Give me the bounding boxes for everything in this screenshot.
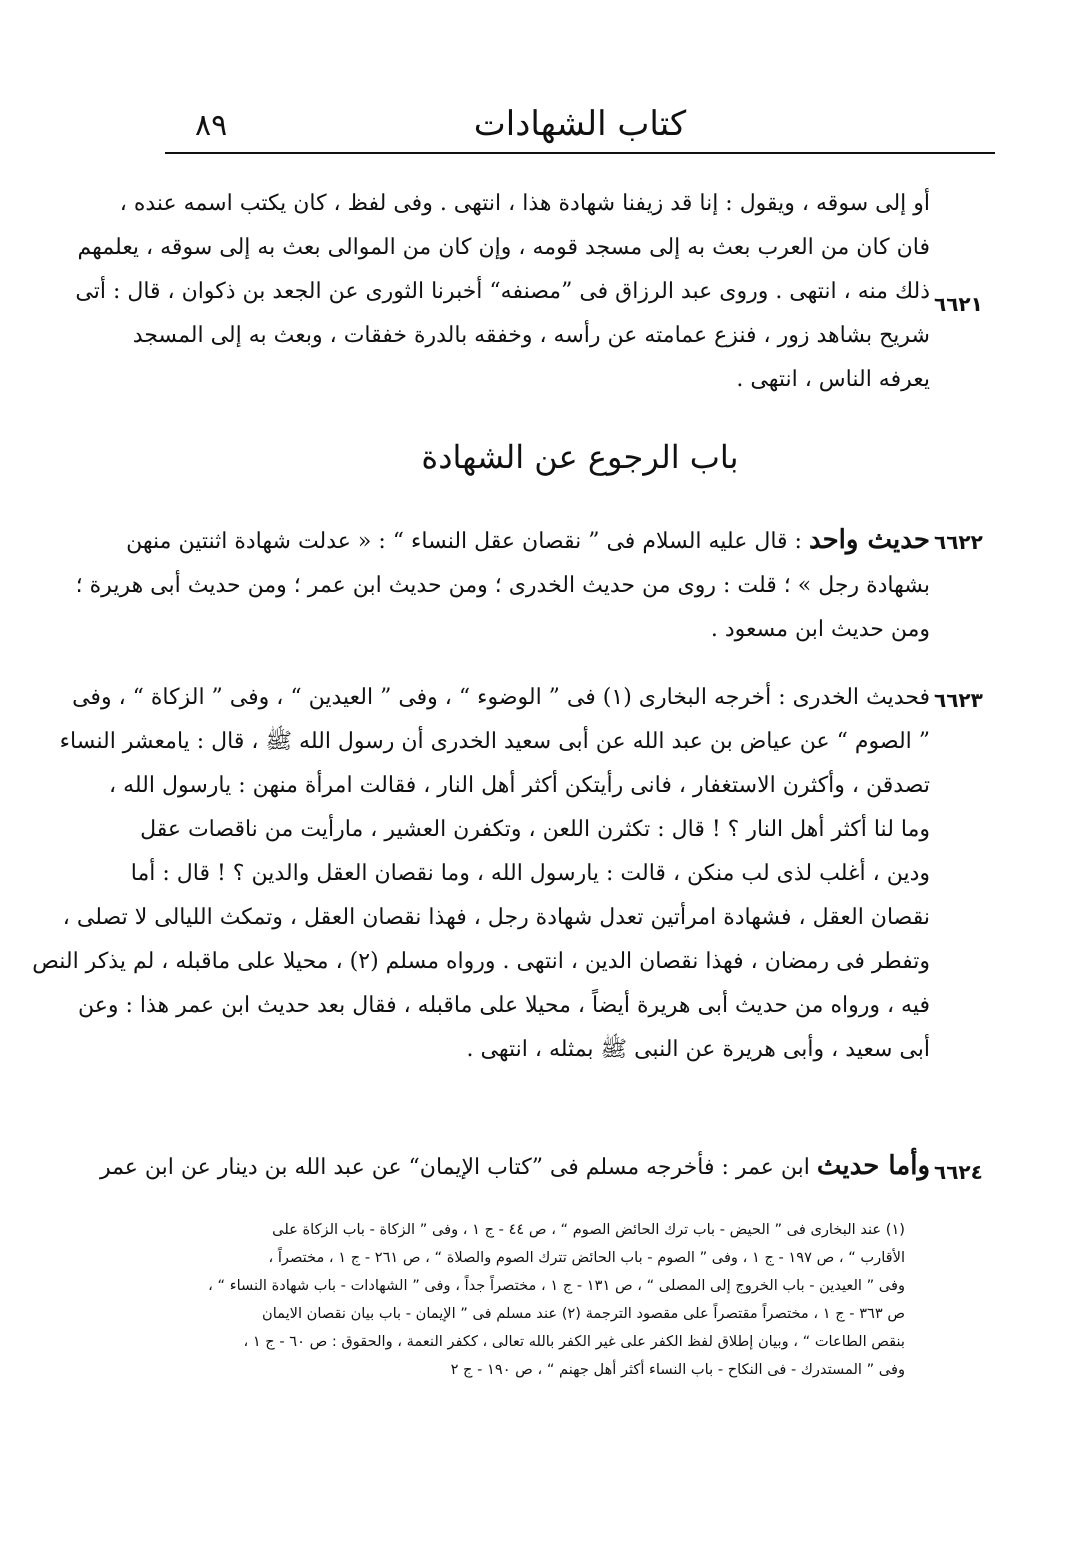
text-line: أو إلى سوقه ، ويقول : إنا قد زيفنا شهادة هذا ، انتهى . وفى لفظ ، كان يكتب اسمه عنده ، bbox=[119, 191, 930, 216]
header-rule bbox=[165, 152, 995, 154]
text-line bbox=[126, 518, 930, 564]
paragraph-2 bbox=[75, 518, 930, 652]
text-line: يعرفه الناس ، انتهى . bbox=[736, 367, 930, 392]
page-header bbox=[165, 98, 995, 154]
text-line: ذلك منه ، انتهى . وروى عبد الرزاق فى ”مصنفه“ أخبرنا الثورى عن الجعد بن ذكوان ، قال : أتى bbox=[75, 279, 930, 304]
section-title: باب الرجوع عن الشهادة bbox=[421, 438, 739, 476]
text-line: ” الصوم “ عن عياض بن عبد الله عن أبى سعيد الخدرى أن رسول الله ﷺ ، قال : يامعشر النساء bbox=[59, 729, 930, 754]
running-title: كتاب الشهادات bbox=[473, 104, 687, 144]
text-line: فان كان من العرب بعث به إلى مسجد قومه ، وإن كان من الموالى بعث به إلى سوقه ، يعلمهم bbox=[77, 235, 930, 260]
hadith-number: ٦٦٢٣ bbox=[934, 688, 983, 712]
line-text: ابن عمر : فأخرجه مسلم فى ”كتاب الإيمان“ عن عبد الله بن دينار عن ابن عمر bbox=[99, 1155, 810, 1180]
text-line: شريح بشاهد زور ، فنزع عمامته عن رأسه ، وخفقه بالدرة خفقات ، وبعث به إلى المسجد bbox=[132, 323, 930, 348]
footnote-line: الأقارب “ ، ص ١٩٧ - ج ١ ، وفى ” الصوم - باب الحائض تترك الصوم والصلاة “ ، ص ٢٦١ - ج ١ ، مختصراً ، bbox=[268, 1249, 905, 1266]
text-line: ودين ، أغلب لذى لب منكن ، قالت : يارسول الله ، وما نقصان العقل والدين ؟ ! قال : أما bbox=[130, 861, 930, 886]
text-line: وما لنا أكثر أهل النار ؟ ! قال : تكثرن اللعن ، وتكفرن العشير ، مارأيت من ناقصات عقل bbox=[140, 817, 930, 842]
paragraph-3 bbox=[32, 676, 930, 1072]
hadith-number: ٦٦٢٤ bbox=[934, 1160, 983, 1184]
footnote-line: بنقص الطاعات “ ، وبيان إطلاق لفظ الكفر على غير الكفر بالله تعالى ، ككفر النعمة ، والحقوق : ص ٦٠ - ج ١ ، bbox=[243, 1333, 905, 1350]
text-line: فيه ، ورواه من حديث أبى هريرة أيضاً ، محيلا على ماقبله ، فقال بعد حديث ابن عمر هذا : وعن bbox=[78, 993, 930, 1018]
text-line: وتفطر فى رمضان ، فهذا نقصان الدين ، انتهى . ورواه مسلم (٢) ، محيلا على ماقبله ، لم يذكر النص bbox=[32, 949, 930, 974]
text-line: فحديث الخدرى : أخرجه البخارى (١) فى ” الوضوء “ ، وفى ” العيدين “ ، وفى ” الزكاة “ ، وفى bbox=[72, 685, 930, 710]
text-line: تصدقن ، وأكثرن الاستغفار ، فانى رأيتكن أكثر أهل النار ، فقالت امرأة منهن : يارسول الله ، bbox=[108, 773, 930, 798]
lead-phrase: حديث واحد bbox=[808, 525, 930, 555]
text-line bbox=[99, 1144, 930, 1190]
footnote-line: وفى ” العيدين - باب الخروج إلى المصلى “ ، ص ١٣١ - ج ١ ، مختصراً جداً ، وفى ” الشهادات - باب شهادة النساء “ ، bbox=[208, 1277, 905, 1294]
footnotes bbox=[165, 1216, 905, 1384]
lead-phrase: وأما حديث bbox=[816, 1151, 930, 1181]
line-text: : قال عليه السلام فى ” نقصان عقل النساء “ : « عدلت شهادة اثنتين منهن bbox=[126, 529, 802, 554]
page-number: ٨٩ bbox=[195, 108, 228, 143]
text-line: أبى سعيد ، وأبى هريرة عن النبى ﷺ بمثله ، انتهى . bbox=[466, 1037, 930, 1062]
footnote-line: وفى ” المستدرك - فى النكاح - باب النساء أكثر أهل جهنم “ ، ص ١٩٠ - ج ٢ bbox=[450, 1361, 905, 1378]
text-line: ومن حديث ابن مسعود . bbox=[710, 617, 930, 642]
paragraph-4 bbox=[99, 1144, 930, 1190]
paragraph-1 bbox=[75, 182, 930, 402]
footnote-line: (١) عند البخارى فى ” الحيض - باب ترك الحائض الصوم “ ، ص ٤٤ - ج ١ ، وفى ” الزكاة - باب الزكاة على bbox=[272, 1221, 905, 1238]
hadith-number: ٦٦٢١ bbox=[934, 292, 983, 316]
hadith-number: ٦٦٢٢ bbox=[934, 530, 983, 554]
footnote-line: ص ٣٦٣ - ج ١ ، مختصراً مقتصراً على مقصود الترجمة (٢) عند مسلم فى ” الإيمان - باب بيان نقصان الايمان bbox=[261, 1305, 905, 1322]
text-line: نقصان العقل ، فشهادة امرأتين تعدل شهادة رجل ، فهذا نقصان العقل ، وتمكث الليالى لا تصلى ، bbox=[62, 905, 930, 930]
text-line: بشهادة رجل » ؛ قلت : روى من حديث الخدرى ؛ ومن حديث ابن عمر ؛ ومن حديث أبى هريرة ؛ bbox=[75, 573, 930, 598]
